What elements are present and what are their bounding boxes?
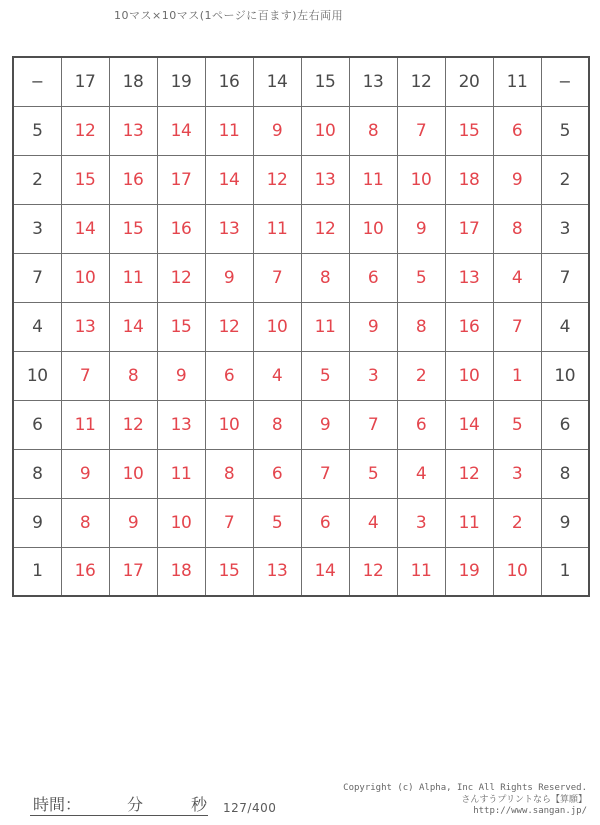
- answer-cell: 10: [109, 449, 157, 498]
- answer-cell: 6: [205, 351, 253, 400]
- answer-cell: 12: [253, 155, 301, 204]
- top-header-cell: 16: [205, 57, 253, 106]
- answer-cell: 13: [205, 204, 253, 253]
- answer-cell: 8: [205, 449, 253, 498]
- answer-cell: 8: [253, 400, 301, 449]
- answer-cell: 8: [109, 351, 157, 400]
- side-number-cell-right: 5: [541, 106, 589, 155]
- minutes-label: 分: [127, 795, 144, 814]
- answer-cell: 6: [301, 498, 349, 547]
- answer-cell: 7: [205, 498, 253, 547]
- answer-cell: 11: [301, 302, 349, 351]
- answer-cell: 18: [445, 155, 493, 204]
- answer-cell: 5: [253, 498, 301, 547]
- answer-cell: 4: [493, 253, 541, 302]
- answer-cell: 10: [397, 155, 445, 204]
- answer-cell: 10: [157, 498, 205, 547]
- grid-header-row: [13, 57, 589, 106]
- answer-cell: 9: [301, 400, 349, 449]
- answer-cell: 2: [397, 351, 445, 400]
- answer-cell: 8: [397, 302, 445, 351]
- answer-cell: 12: [301, 204, 349, 253]
- answer-cell: 7: [61, 351, 109, 400]
- answer-cell: 5: [493, 400, 541, 449]
- top-header-cell: 19: [157, 57, 205, 106]
- side-number-cell-right: 2: [541, 155, 589, 204]
- answer-cell: 10: [205, 400, 253, 449]
- answer-cell: 9: [349, 302, 397, 351]
- answer-cell: 10: [61, 253, 109, 302]
- answer-cell: 14: [205, 155, 253, 204]
- answer-cell: 7: [349, 400, 397, 449]
- side-number-cell-right: 6: [541, 400, 589, 449]
- answer-cell: 7: [301, 449, 349, 498]
- answer-cell: 17: [157, 155, 205, 204]
- answer-cell: 6: [349, 253, 397, 302]
- side-number-cell-right: 9: [541, 498, 589, 547]
- side-number-cell-right: 10: [541, 351, 589, 400]
- answer-cell: 12: [157, 253, 205, 302]
- answer-cell: 3: [349, 351, 397, 400]
- answer-cell: 13: [157, 400, 205, 449]
- answer-cell: 12: [61, 106, 109, 155]
- side-number-cell-right: 1: [541, 547, 589, 596]
- answer-cell: 10: [493, 547, 541, 596]
- copyright-url: http://www.sangan.jp/: [473, 806, 587, 816]
- side-number-cell-left: 2: [13, 155, 61, 204]
- answer-cell: 8: [301, 253, 349, 302]
- time-entry-line: [30, 793, 208, 816]
- operator-corner-cell: −: [541, 57, 589, 106]
- answer-cell: 11: [157, 449, 205, 498]
- answer-cell: 12: [109, 400, 157, 449]
- side-number-cell-left: 7: [13, 253, 61, 302]
- copyright-site-name: さんすうプリントなら【算願】: [461, 794, 587, 805]
- answer-cell: 15: [157, 302, 205, 351]
- answer-cell: 9: [61, 449, 109, 498]
- top-header-cell: 17: [61, 57, 109, 106]
- answer-cell: 12: [205, 302, 253, 351]
- answer-cell: 11: [397, 547, 445, 596]
- answer-cell: 6: [493, 106, 541, 155]
- answer-cell: 2: [493, 498, 541, 547]
- top-header-cell: 15: [301, 57, 349, 106]
- side-number-cell-left: 6: [13, 400, 61, 449]
- grid-row: [13, 253, 589, 302]
- answer-cell: 13: [109, 106, 157, 155]
- answer-cell: 9: [109, 498, 157, 547]
- side-number-cell-left: 1: [13, 547, 61, 596]
- side-number-cell-right: 8: [541, 449, 589, 498]
- top-header-cell: 14: [253, 57, 301, 106]
- time-label: 時間：: [33, 795, 82, 814]
- answer-cell: 5: [349, 449, 397, 498]
- answer-cell: 1: [493, 351, 541, 400]
- answer-cell: 15: [109, 204, 157, 253]
- answer-cell: 15: [205, 547, 253, 596]
- answer-cell: 11: [205, 106, 253, 155]
- answer-cell: 3: [493, 449, 541, 498]
- answer-cell: 11: [61, 400, 109, 449]
- seconds-label: 秒: [191, 795, 208, 814]
- answer-cell: 14: [301, 547, 349, 596]
- page-number: 127/400: [223, 801, 277, 815]
- answer-cell: 8: [61, 498, 109, 547]
- answer-cell: 3: [397, 498, 445, 547]
- answer-cell: 12: [349, 547, 397, 596]
- answer-cell: 7: [253, 253, 301, 302]
- answer-cell: 12: [445, 449, 493, 498]
- top-header-cell: 20: [445, 57, 493, 106]
- answer-cell: 10: [445, 351, 493, 400]
- side-number-cell-left: 9: [13, 498, 61, 547]
- answer-cell: 9: [157, 351, 205, 400]
- answer-cell: 7: [397, 106, 445, 155]
- side-number-cell-right: 3: [541, 204, 589, 253]
- side-number-cell-right: 7: [541, 253, 589, 302]
- answer-cell: 15: [61, 155, 109, 204]
- answer-cell: 18: [157, 547, 205, 596]
- answer-cell: 14: [61, 204, 109, 253]
- answer-cell: 15: [445, 106, 493, 155]
- answer-cell: 16: [157, 204, 205, 253]
- answer-cell: 14: [157, 106, 205, 155]
- answer-cell: 16: [445, 302, 493, 351]
- side-number-cell-right: 4: [541, 302, 589, 351]
- answer-cell: 19: [445, 547, 493, 596]
- operator-corner-cell: −: [13, 57, 61, 106]
- answer-cell: 5: [301, 351, 349, 400]
- answer-cell: 10: [253, 302, 301, 351]
- answer-cell: 11: [349, 155, 397, 204]
- answer-cell: 9: [205, 253, 253, 302]
- top-header-cell: 11: [493, 57, 541, 106]
- answer-cell: 17: [109, 547, 157, 596]
- grid-row: [13, 498, 589, 547]
- answer-cell: 16: [109, 155, 157, 204]
- hundred-square-grid: [12, 56, 590, 597]
- answer-cell: 14: [109, 302, 157, 351]
- answer-cell: 7: [493, 302, 541, 351]
- answer-cell: 13: [301, 155, 349, 204]
- answer-cell: 5: [397, 253, 445, 302]
- grid-row: [13, 302, 589, 351]
- answer-cell: 13: [61, 302, 109, 351]
- grid-row: [13, 155, 589, 204]
- answer-cell: 10: [301, 106, 349, 155]
- grid-row: [13, 204, 589, 253]
- side-number-cell-left: 3: [13, 204, 61, 253]
- answer-cell: 13: [445, 253, 493, 302]
- side-number-cell-left: 5: [13, 106, 61, 155]
- side-number-cell-left: 8: [13, 449, 61, 498]
- answer-cell: 14: [445, 400, 493, 449]
- answer-cell: 9: [493, 155, 541, 204]
- side-number-cell-left: 4: [13, 302, 61, 351]
- answer-cell: 11: [445, 498, 493, 547]
- side-number-cell-left: 10: [13, 351, 61, 400]
- copyright-block: [343, 783, 587, 818]
- grid-row: [13, 547, 589, 596]
- answer-cell: 6: [397, 400, 445, 449]
- answer-cell: 4: [253, 351, 301, 400]
- answer-cell: 10: [349, 204, 397, 253]
- answer-cell: 16: [61, 547, 109, 596]
- copyright-line: Copyright (c) Alpha, Inc All Rights Reserved.: [343, 783, 587, 793]
- answer-cell: 9: [253, 106, 301, 155]
- answer-cell: 11: [109, 253, 157, 302]
- answer-cell: 8: [493, 204, 541, 253]
- grid-row: [13, 400, 589, 449]
- top-header-cell: 18: [109, 57, 157, 106]
- answer-cell: 17: [445, 204, 493, 253]
- answer-cell: 9: [397, 204, 445, 253]
- grid-row: [13, 351, 589, 400]
- top-header-cell: 12: [397, 57, 445, 106]
- answer-cell: 8: [349, 106, 397, 155]
- worksheet-title: 10マス×10マス(1ページに百ます)左右両用: [114, 9, 344, 22]
- top-header-cell: 13: [349, 57, 397, 106]
- answer-cell: 11: [253, 204, 301, 253]
- answer-cell: 4: [349, 498, 397, 547]
- answer-cell: 6: [253, 449, 301, 498]
- grid-row: [13, 449, 589, 498]
- answer-cell: 4: [397, 449, 445, 498]
- answer-cell: 13: [253, 547, 301, 596]
- grid-row: [13, 106, 589, 155]
